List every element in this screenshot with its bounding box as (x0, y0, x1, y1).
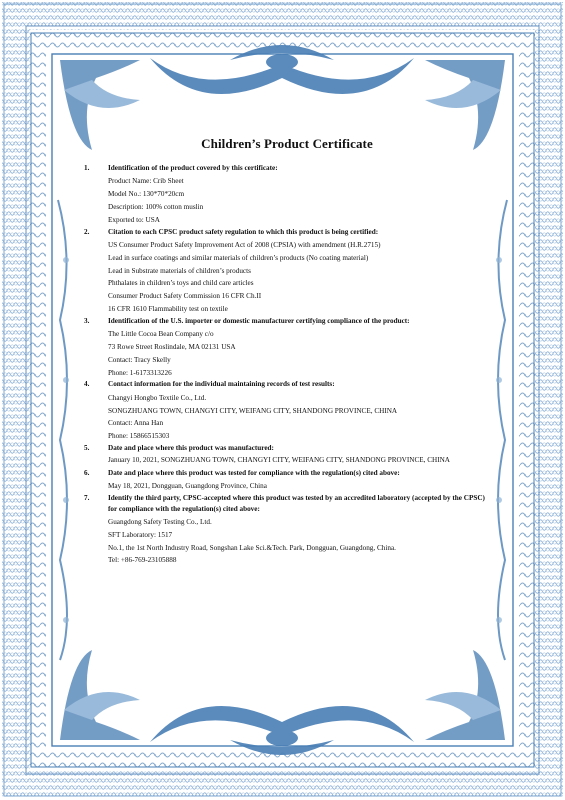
section-product-identification (84, 163, 490, 227)
section-line: May 18, 2021, Dongguan, Guangdong Province, China (108, 482, 267, 491)
section-importer (84, 316, 490, 380)
section-line: Contact: Anna Han (108, 419, 164, 428)
section-line: Tel: +86-769-23105888 (108, 556, 177, 565)
section-heading: Contact information for the individual maintaining records of test results: (108, 380, 335, 389)
section-line: SFT Laboratory: 1517 (108, 530, 173, 539)
section-laboratory (84, 493, 490, 567)
section-line: Contact: Tracy Skelly (108, 355, 171, 364)
section-line: Exported to: USA (108, 215, 160, 224)
section-manufacture (84, 443, 490, 468)
section-line: Lead in surface coatings and similar materials of children’s products (No coating material) (108, 253, 369, 262)
section-line: Phone: 1-6173313226 (108, 368, 172, 377)
section-line: Phthalates in children’s toys and child care articles (108, 279, 254, 288)
section-number: 5. (84, 443, 90, 452)
section-number: 2. (84, 227, 90, 236)
section-line: January 10, 2021, SONGZHUANG TOWN, CHANGYI CITY, WEIFANG CITY, SHANDONG PROVINCE, CHINA (108, 456, 450, 465)
section-line: Description: 100% cotton muslin (108, 203, 204, 211)
section-number: 1. (84, 164, 90, 172)
certificate-content (84, 136, 490, 567)
section-records-contact (84, 379, 490, 443)
section-line: 16 CFR 1610 Flammability test on textile (108, 304, 228, 313)
section-line: Changyi Hongbo Textile Co., Ltd. (108, 393, 207, 402)
section-heading: Identification of the product covered by this certificate: (108, 164, 278, 172)
section-line: Lead in Substrate materials of children’s products (108, 266, 251, 275)
section-line: Model No.: 130*70*20cm (108, 190, 185, 199)
section-line: US Consumer Product Safety Improvement Act of 2008 (CPSIA) with amendment (H.R.2715) (108, 241, 381, 249)
section-line: Consumer Product Safety Commission 16 CFR Ch.II (108, 292, 262, 301)
section-line: No.1, the 1st North Industry Road, Songshan Lake Sci.&Tech. Park, Dongguan, Guangdong, China. (108, 543, 396, 552)
section-heading: Date and place where this product was manufactured: (108, 443, 274, 452)
section-number: 6. (84, 468, 90, 477)
section-number: 4. (84, 380, 90, 389)
section-number: 7. (84, 494, 90, 503)
section-line: Guangdong Safety Testing Co., Ltd. (108, 517, 212, 526)
section-heading: Identification of the U.S. importer or domestic manufacturer certifying compliance of the product: (108, 316, 410, 325)
section-heading: Identify the third party, CPSC-accepted where this product was tested by an accredited laboratory (accepted by the CPSC) for compliance with the regulation(s) cited above: (108, 494, 485, 513)
section-testing-place (84, 468, 490, 493)
certificate-title: Children’s Product Certificate (201, 136, 373, 151)
section-regulation-citation (84, 227, 490, 316)
section-heading: Date and place where this product was tested for compliance with the regulation(s) cited above: (108, 468, 400, 477)
section-line: SONGZHUANG TOWN, CHANGYI CITY, WEIFANG CITY, SHANDONG PROVINCE, CHINA (108, 406, 398, 415)
section-line: 73 Rowe Street Roslindale, MA 02131 USA (108, 342, 236, 351)
section-line: Product Name: Crib Sheet (108, 177, 184, 186)
section-heading: Citation to each CPSC product safety regulation to which this product is being certified: (108, 227, 379, 236)
section-line: Phone: 15866515303 (108, 432, 170, 441)
section-line: The Little Cocoa Bean Company c/o (108, 330, 214, 339)
section-number: 3. (84, 316, 90, 325)
